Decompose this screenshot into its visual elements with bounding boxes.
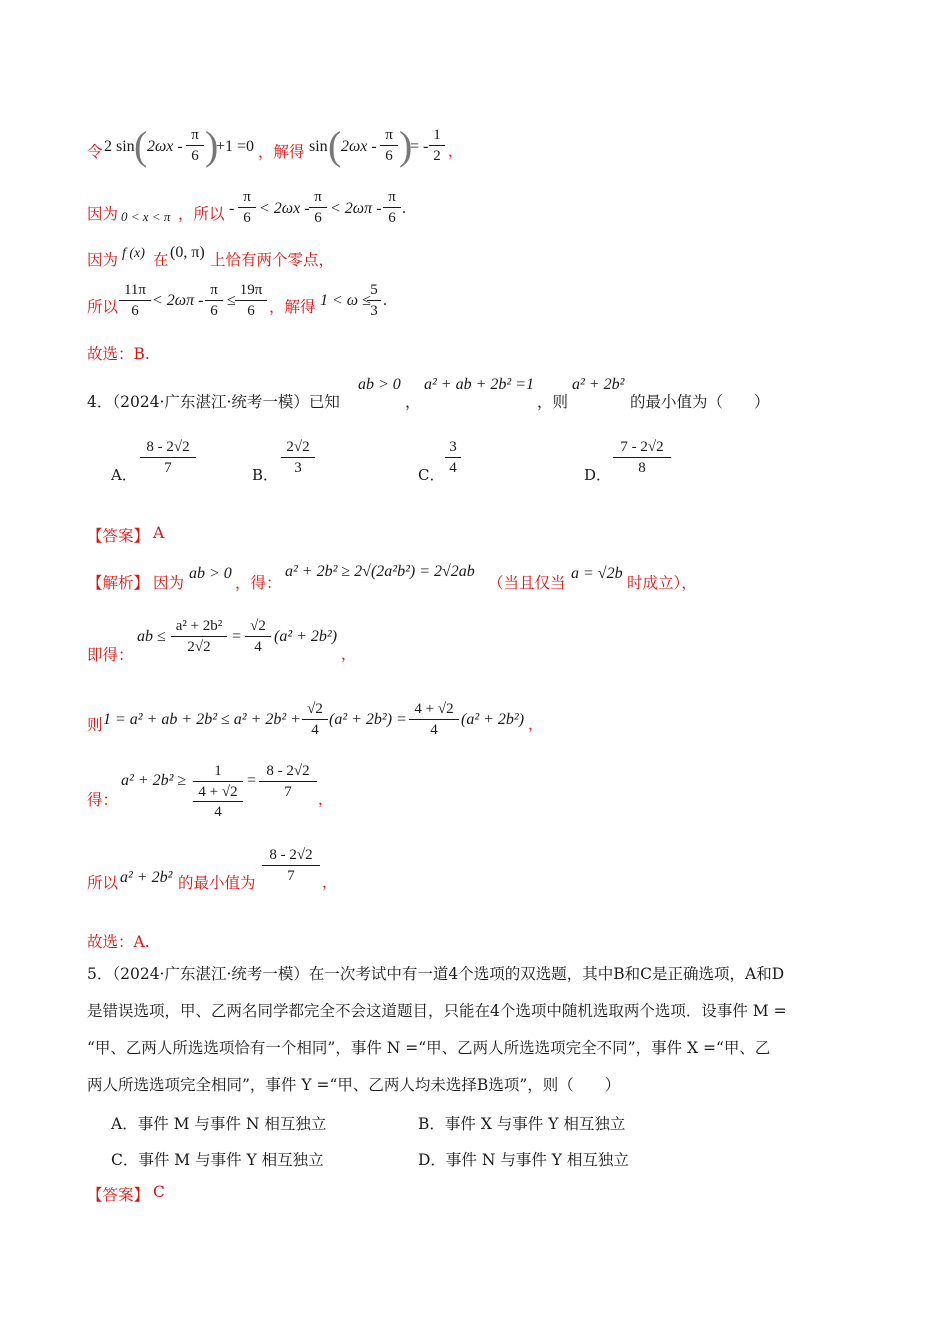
analysis-tag: 【解析】	[87, 574, 150, 592]
an3-par2: (a² + 2b²)	[461, 711, 525, 728]
frac-num: π	[380, 126, 398, 146]
sol3-l4-c: ≤	[227, 292, 236, 309]
frac-num: √2	[245, 617, 271, 637]
frac-den: 4	[430, 722, 438, 738]
sol3-l2-b: < 2ωx -	[259, 200, 310, 217]
sol3-l1-tail: +1 =0	[216, 138, 255, 155]
an3-frac2	[409, 700, 459, 739]
sol3-l4-end: .	[383, 292, 387, 309]
sol3-l1-mid: ，解得	[258, 143, 305, 161]
frac-den: 4	[254, 639, 262, 655]
option-label: B．	[252, 466, 279, 484]
q5-stem-line1: 5．（2024·广东湛江·统考一模）在一次考试中有一道4个选项的双选题，其中B和C是正确选项，A和D	[87, 965, 785, 983]
frac-num: π	[383, 188, 401, 208]
answer-value: C	[153, 1183, 165, 1201]
frac-den: 7	[164, 460, 172, 476]
an1-cond: ab > 0	[189, 565, 232, 582]
an5-frac	[262, 846, 320, 885]
frac-num: 19π	[235, 281, 267, 301]
frac-num: 8 - 2√2	[140, 438, 196, 458]
frac-num: 11π	[119, 281, 151, 301]
frac-den: 7	[284, 784, 292, 800]
left-paren: (	[328, 123, 342, 168]
q4-expr: a² + 2b²	[572, 376, 625, 393]
an4-complex-frac	[193, 762, 243, 821]
frac-pi-6	[205, 281, 223, 320]
answer-value: A	[153, 524, 165, 542]
sol3-l2-a: -	[229, 200, 235, 217]
option-label: A．	[111, 466, 137, 484]
an5-expr: a² + 2b²	[120, 869, 173, 886]
frac-num: π	[238, 188, 256, 208]
frac-den: 6	[314, 210, 322, 226]
an2-lead: 即得：	[87, 646, 134, 664]
q5-stem-line2: 是错误选项，甲、乙两名同学都完全不会这道题目，只能在4个选项中随机选取两个选项．设事件 M =	[87, 1002, 787, 1020]
frac-num: 4 + √2	[409, 700, 459, 720]
frac-den: 6	[385, 148, 393, 164]
sol3-l3-lead: 因为	[87, 251, 119, 269]
an4-end: ，	[318, 790, 334, 808]
an2-frac1	[171, 617, 227, 656]
sol3-l3-tail: 上恰有两个零点，	[210, 251, 335, 269]
q5-stem	[87, 956, 867, 1104]
frac-num: √2	[302, 700, 328, 720]
sol3-l2-cond: 0 < x < π	[121, 209, 171, 224]
sol3-l1-lead: 令	[87, 143, 103, 161]
an2-eq: =	[232, 628, 242, 645]
an4-lhs: a² + 2b² ≥	[121, 772, 187, 789]
frac-den: 6	[388, 210, 396, 226]
an2-end: ，	[341, 645, 357, 663]
an1-tail: 时成立），	[627, 574, 697, 592]
frac-den: 6	[243, 210, 251, 226]
q4-cond1: ab > 0	[358, 376, 401, 393]
frac-pi-6	[238, 188, 256, 227]
sol3-l1-inner2: 2ωx -	[341, 138, 377, 155]
frac-5-3	[367, 281, 381, 320]
frac-num: a² + 2b²	[171, 617, 227, 637]
sol3-l1-rhs: = -	[410, 138, 429, 155]
an3-end: ，	[528, 715, 544, 733]
frac-11pi-6	[119, 281, 151, 320]
frac-den-den: 4	[214, 804, 222, 820]
frac-den: 6	[191, 148, 199, 164]
frac-den: 3	[294, 460, 302, 476]
frac-19pi-6	[235, 281, 267, 320]
frac-num: 1	[193, 762, 243, 782]
an1-a: 因为	[153, 574, 185, 592]
sol3-l2-mid: ，所以	[178, 205, 225, 223]
frac-num: 8 - 2√2	[262, 846, 320, 866]
q4-stem-c: 的最小值为（ ）	[630, 393, 770, 411]
q5-option-d[interactable]: D．事件 N 与事件 Y 相互独立	[418, 1151, 629, 1169]
right-paren: )	[205, 123, 219, 168]
q5-option-b[interactable]: B．事件 X 与事件 Y 相互独立	[418, 1115, 626, 1133]
an3-eq: 1 = a² + ab + 2b² ≤ a² + 2b² +	[103, 711, 301, 728]
sol3-l4-res: 1 < ω ≤	[320, 292, 371, 309]
an1-cond2: a = √2b	[571, 565, 623, 582]
option-fraction	[281, 438, 315, 477]
an5-lead: 所以	[87, 874, 119, 892]
right-paren: )	[399, 123, 413, 168]
q4-cond2: a² + ab + 2b² =1	[424, 376, 534, 393]
sol3-l2-c: < 2ωπ -	[330, 200, 382, 217]
frac-num: 2√2	[281, 438, 315, 458]
frac-pi-6	[380, 126, 398, 165]
frac-num: 5	[367, 281, 381, 301]
sol3-l3-mid: 在	[153, 251, 169, 269]
sol3-l2-end: .	[402, 200, 406, 217]
q4-conclusion: 故选：A.	[87, 933, 150, 951]
an4-eq: =	[247, 772, 257, 789]
sol3-conclusion: 故选：B.	[87, 345, 150, 363]
frac-pi-6	[383, 188, 401, 227]
an1-b: ，得：	[235, 574, 282, 592]
an4-frac	[259, 762, 317, 801]
frac-den: 6	[247, 303, 255, 319]
sol3-l3-int: (0, π)	[170, 244, 205, 261]
sol3-l2-lead: 因为	[87, 205, 119, 223]
an3-frac1	[302, 700, 328, 739]
frac-num: π	[205, 281, 223, 301]
frac-den: 3	[370, 303, 378, 319]
option-fraction	[140, 438, 196, 477]
answer-tag: 【答案】	[87, 527, 150, 545]
an2-frac2	[245, 617, 271, 656]
q4-stem-b: ，则	[537, 393, 569, 411]
frac-pi-6	[309, 188, 327, 227]
option-label: D．	[584, 466, 612, 484]
sol3-l1-inner1: 2ωx -	[147, 138, 183, 155]
an4-lead: 得：	[87, 791, 119, 809]
sol3-l1-end: ，	[448, 142, 464, 160]
sol3-l4-b: < 2ωπ -	[152, 292, 204, 309]
frac-num: 1	[429, 126, 445, 146]
left-paren: (	[134, 123, 148, 168]
q5-stem-line3: “甲、乙两人所选选项恰有一个相同”，事件 N =“甲、乙两人所选选项完全不同”，事件 X =“甲、乙	[87, 1039, 771, 1057]
q4-comma: ，	[405, 393, 421, 411]
an2-par: (a² + 2b²)	[274, 628, 338, 645]
frac-num: 3	[445, 438, 461, 458]
answer-tag: 【答案】	[87, 1186, 150, 1204]
frac-den: 7	[287, 868, 295, 884]
sol3-l1-sin: sin	[309, 138, 328, 155]
an2-lhs: ab ≤	[137, 628, 166, 645]
frac-num: 8 - 2√2	[259, 762, 317, 782]
an5-end: ，	[322, 873, 338, 891]
frac-1-2	[429, 126, 445, 165]
option-fraction	[613, 438, 671, 477]
frac-den: 2√2	[187, 639, 211, 655]
frac-den: 4	[449, 460, 457, 476]
option-fraction	[445, 438, 461, 477]
frac-den: 4	[311, 722, 319, 738]
frac-num: 7 - 2√2	[613, 438, 671, 458]
an3-par: (a² + 2b²) =	[329, 711, 407, 728]
an3-lead: 则	[87, 716, 103, 734]
frac-pi-6	[186, 126, 204, 165]
an1-eq: a² + 2b² ≥ 2√(2a²b²) = 2√2ab	[285, 563, 475, 580]
option-label: C．	[418, 466, 445, 484]
sol3-l4-lead: 所以	[87, 298, 119, 316]
frac-num: π	[186, 126, 204, 146]
q4-stem-a: 4．（2024·广东湛江·统考一模）已知	[87, 393, 340, 411]
q5-option-a[interactable]: A．事件 M 与事件 N 相互独立	[111, 1115, 327, 1133]
frac-den-num: 4 + √2	[193, 782, 243, 802]
frac-den: 6	[131, 303, 139, 319]
sol3-l1-eq1: 2 sin	[104, 138, 135, 155]
frac-num: π	[309, 188, 327, 208]
frac-den: 6	[210, 303, 218, 319]
frac-den: 8	[638, 460, 646, 476]
q5-option-c[interactable]: C．事件 M 与事件 Y 相互独立	[111, 1151, 324, 1169]
frac-den: 2	[433, 148, 441, 164]
an5-mid: 的最小值为	[178, 874, 256, 892]
an1-paren: （当且仅当	[488, 574, 566, 592]
sol3-l4-mid: ，解得	[269, 298, 316, 316]
sol3-l3-f: f (x)	[122, 246, 145, 261]
q5-stem-line4: 两人所选选项完全相同”，事件 Y =“甲、乙两人均未选择B选项”，则（ ）	[87, 1076, 621, 1094]
